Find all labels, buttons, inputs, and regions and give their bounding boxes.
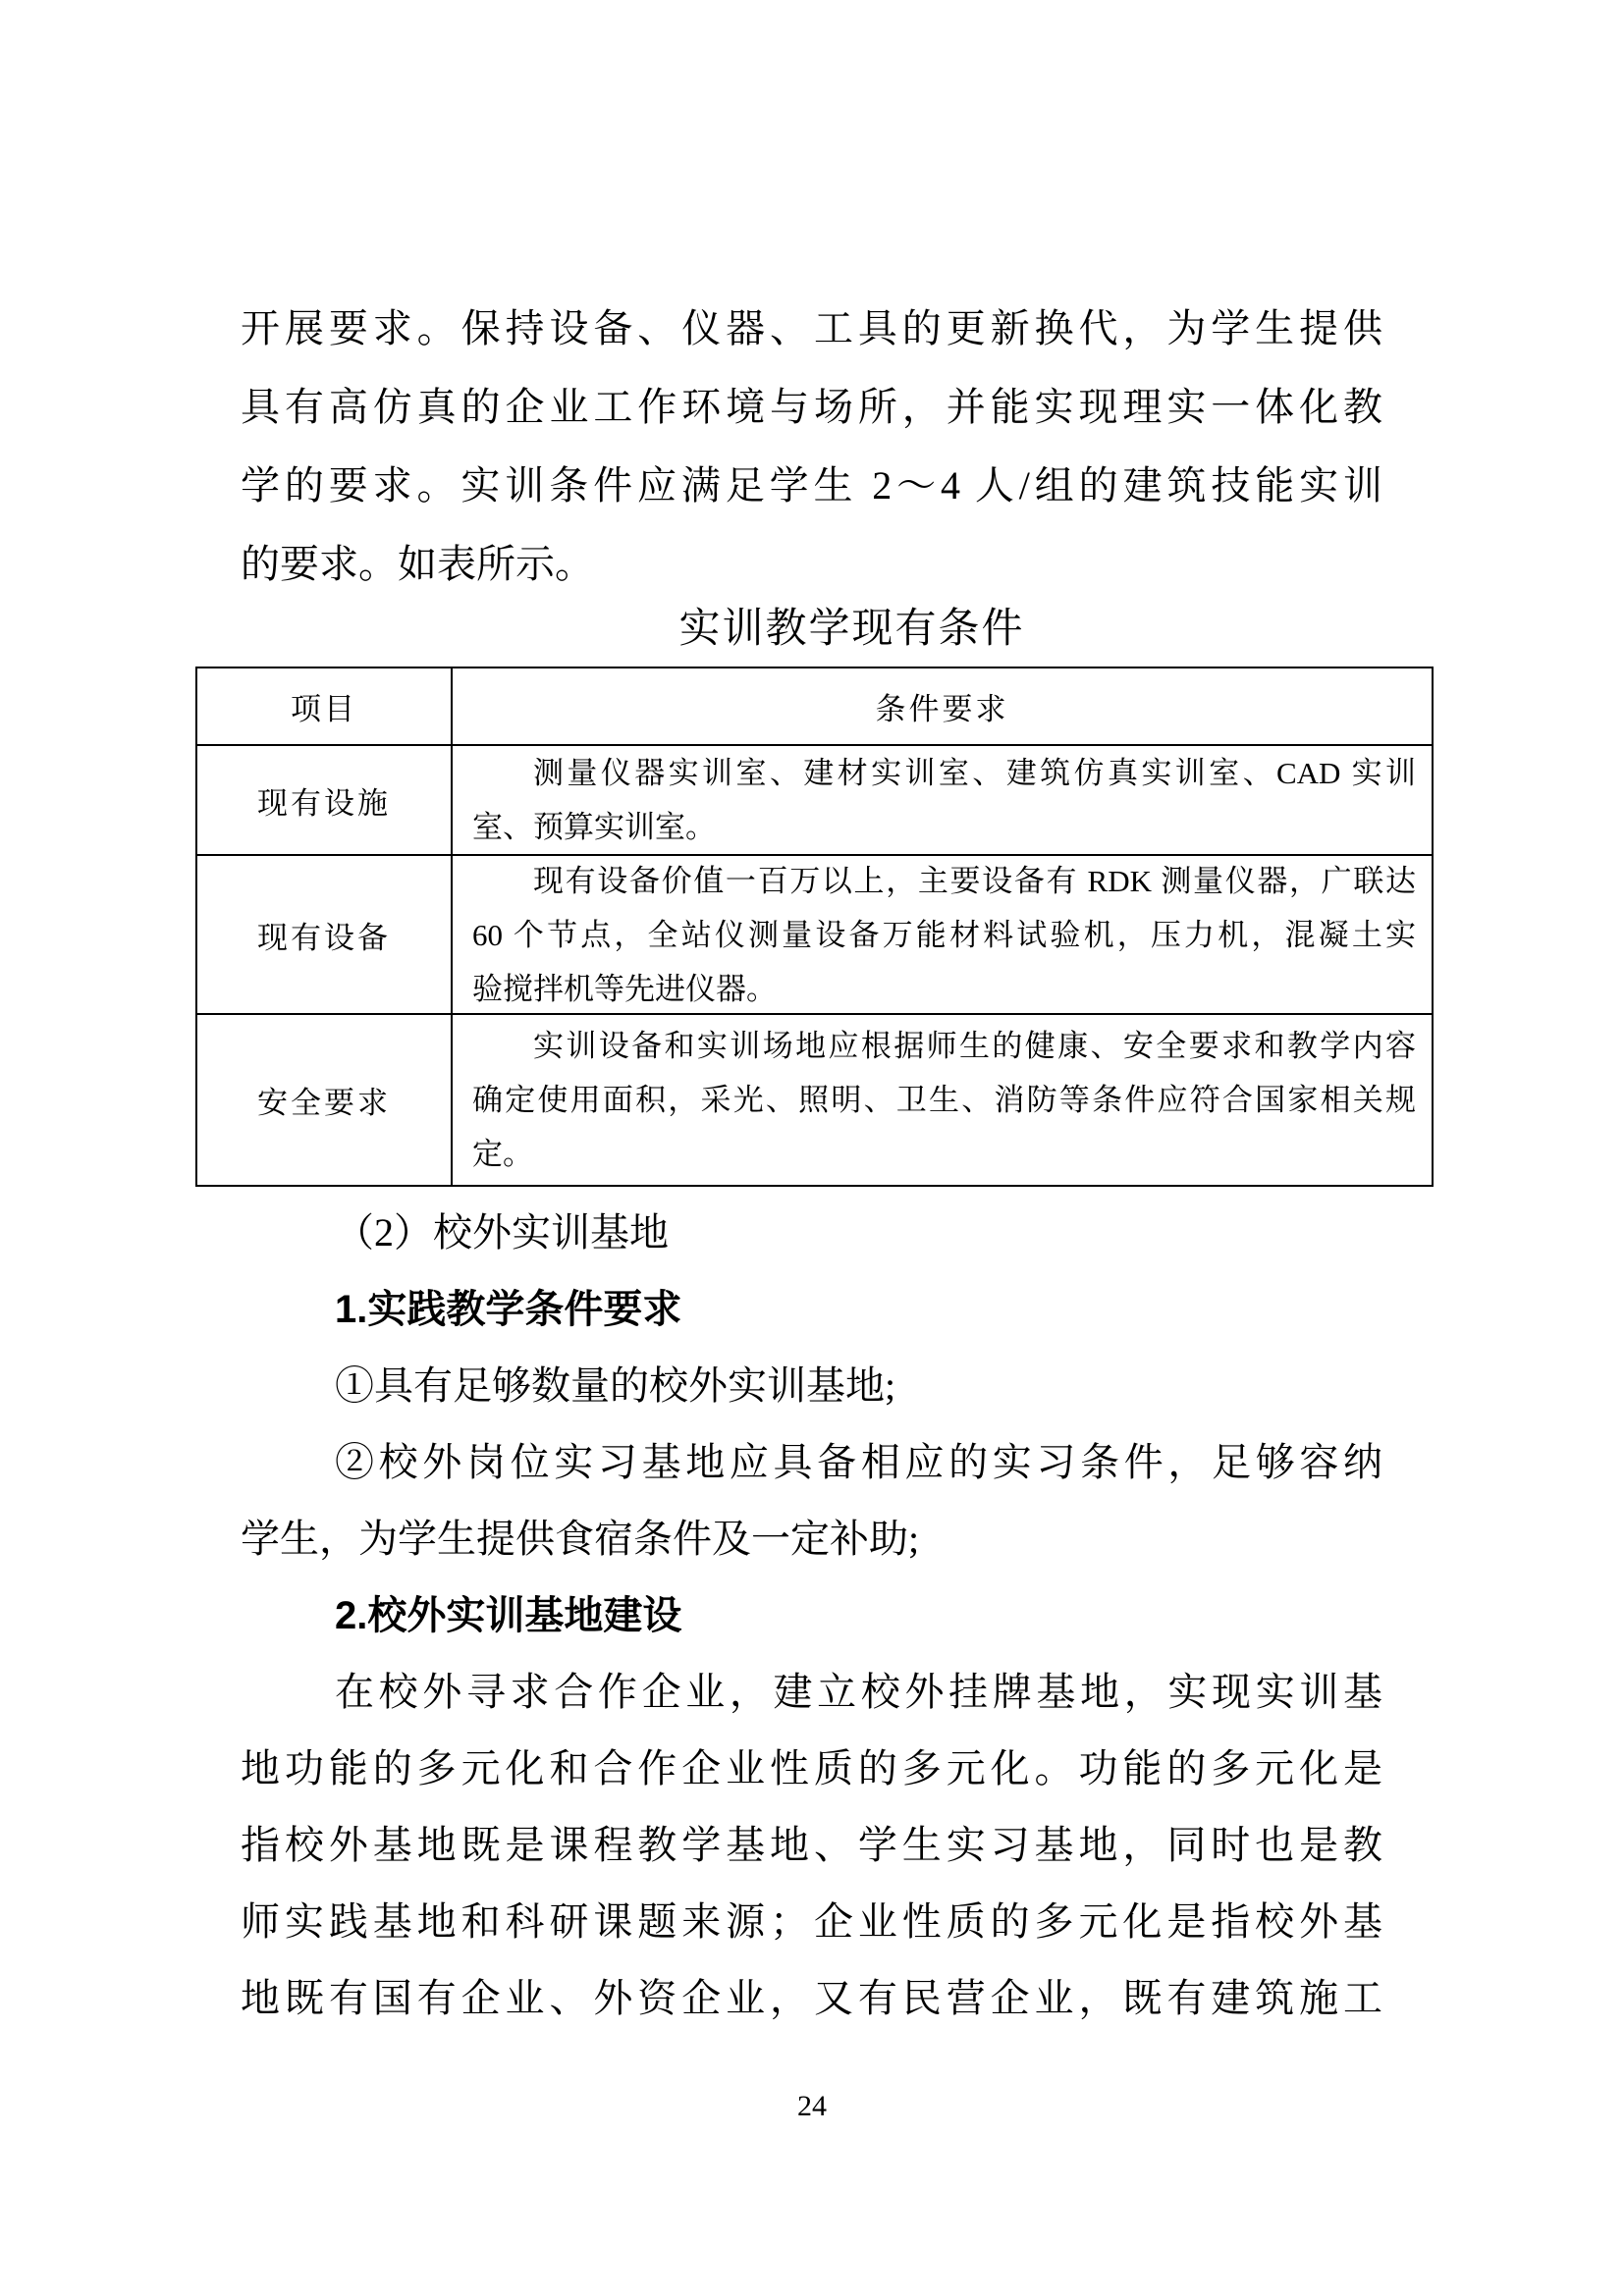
table-row-label-equipment: 现有设备 (197, 854, 451, 1013)
text-line: 学的要求。实训条件应满足学生 2～4 人/组的建筑技能实训 (241, 463, 1382, 507)
table-title: 实训教学现有条件 (678, 607, 1025, 652)
table-cell-safety (451, 1013, 1432, 1185)
text-line: 60 个节点，全站仪测量设备万能材料试验机，压力机，混凝土实 (472, 917, 1416, 952)
page-number: 24 (797, 2090, 827, 2122)
text-line: ②校外岗位实习基地应具备相应的实习条件，足够容纳 (335, 1440, 1382, 1484)
training-conditions-table (195, 667, 1434, 1187)
table-cell-facilities (451, 744, 1432, 854)
text-line: 实训设备和实训场地应根据师生的健康、安全要求和教学内容 (533, 1029, 1416, 1063)
table-header-item-column: 项目 (291, 692, 357, 726)
table-row-label-safety: 安全要求 (197, 1013, 451, 1185)
table-header-requirement-column: 条件要求 (451, 668, 1432, 744)
text-line: 室、预算实训室。 (472, 810, 716, 844)
table-cell-equipment (451, 854, 1432, 1013)
text-line: 的要求。如表所示。 (241, 542, 594, 586)
text-line: 现有设备价值一百万以上，主要设备有 RDK 测量仪器，广联达 (533, 863, 1416, 898)
text-line: 1.实践教学条件要求 (335, 1288, 682, 1331)
text-line: 定。 (472, 1137, 533, 1171)
text-line: 在校外寻求合作企业，建立校外挂牌基地，实现实训基 (335, 1670, 1382, 1714)
text-line: 师实践基地和科研课题来源；企业性质的多元化是指校外基 (241, 1899, 1382, 1944)
text-line: 地功能的多元化和合作企业性质的多元化。功能的多元化是 (241, 1746, 1382, 1790)
text-line: 开展要求。保持设备、仪器、工具的更新换代，为学生提供 (241, 306, 1382, 350)
text-line: 测量仪器实训室、建材实训室、建筑仿真实训室、CAD 实训 (533, 756, 1416, 790)
table-row-label-facilities: 现有设施 (197, 744, 451, 854)
body-sections (241, 1195, 1382, 2037)
text-line: 指校外基地既是课程教学基地、学生实习基地，同时也是教 (241, 1823, 1382, 1867)
text-line: 验搅拌机等先进仪器。 (472, 971, 777, 1006)
text-line: 2.校外实训基地建设 (335, 1594, 682, 1637)
paragraph-intro (241, 290, 1382, 604)
text-line: 具有高仿真的企业工作环境与场所，并能实现理实一体化教 (241, 385, 1382, 429)
text-line: ①具有足够数量的校外实训基地; (335, 1363, 896, 1408)
text-line: 确定使用面积，采光、照明、卫生、消防等条件应符合国家相关规 (472, 1083, 1416, 1117)
text-line: 学生，为学生提供食宿条件及一定补助; (241, 1517, 920, 1561)
text-line: （2）校外实训基地 (335, 1210, 669, 1255)
text-line: 地既有国有企业、外资企业，又有民营企业，既有建筑施工 (241, 1976, 1382, 2020)
